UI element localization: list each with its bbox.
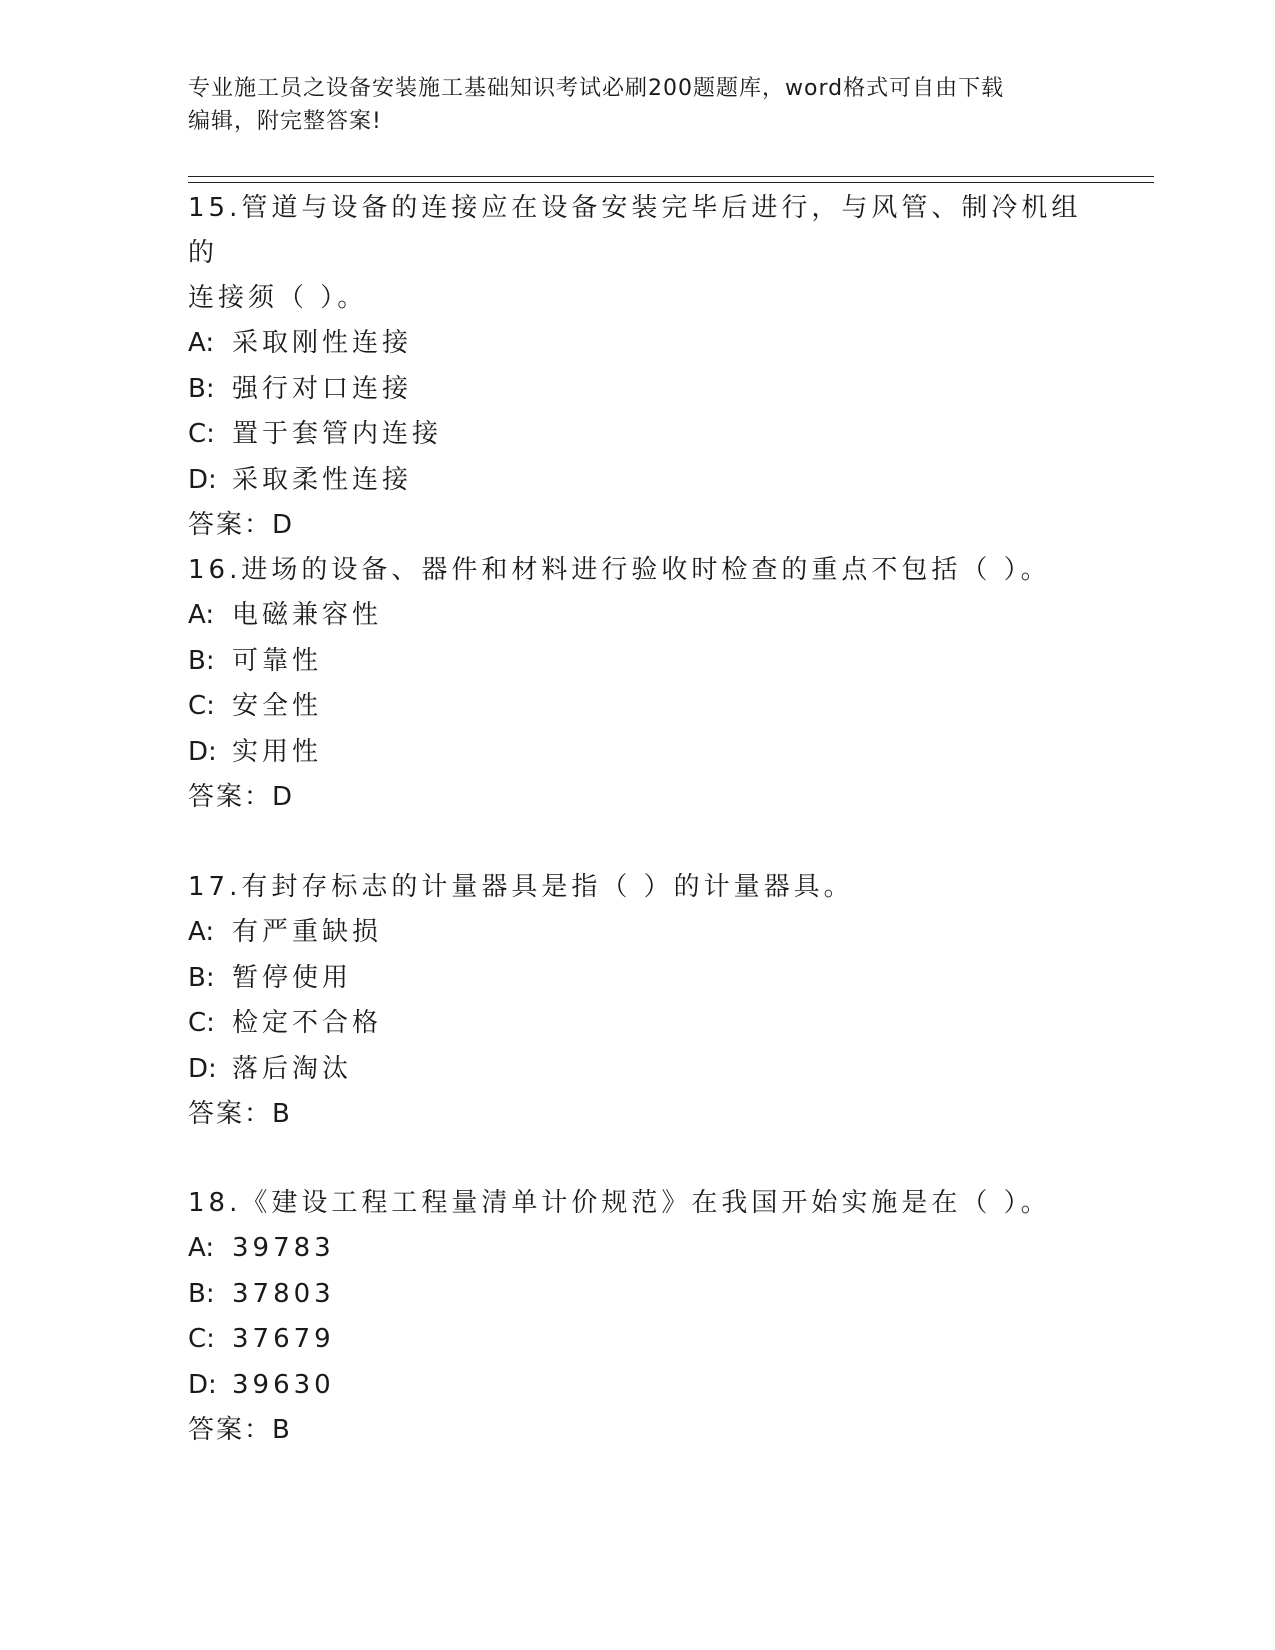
option-letter: A: [188, 917, 215, 947]
option-text: 置于套管内连接 [232, 419, 443, 449]
header-divider-bottom [188, 182, 1154, 183]
option-letter: D: [188, 464, 217, 495]
option-b [188, 639, 1088, 685]
option-b [188, 367, 1088, 413]
option-letter: A: [188, 600, 215, 630]
option-c [188, 684, 1088, 730]
option-c [188, 1317, 1088, 1363]
option-letter: D: [188, 1369, 217, 1400]
option-letter: B: [188, 373, 215, 404]
option-a [188, 593, 1088, 639]
option-d [188, 1047, 1088, 1093]
option-text: 37803 [232, 1278, 335, 1309]
option-text: 落后淘汰 [232, 1053, 353, 1084]
option-letter: C: [188, 419, 215, 449]
question-text-line-1: 17.有封存标志的计量器具是指（ ）的计量器具。 [188, 872, 854, 902]
option-letter: D: [188, 1053, 217, 1084]
option-text: 可靠性 [232, 645, 323, 676]
option-text: 有严重缺损 [232, 917, 383, 947]
option-d [188, 1363, 1088, 1409]
option-d [188, 458, 1088, 504]
option-a [188, 321, 1088, 367]
option-d [188, 730, 1088, 776]
question-15 [188, 186, 1088, 549]
question-16 [188, 548, 1088, 821]
option-text: 暂停使用 [232, 962, 353, 993]
answer-line: 答案：D [188, 782, 295, 812]
header-line-1: 专业施工员之设备安装施工基础知识考试必刷200题题库，word格式可自由下载 [188, 76, 1005, 101]
header-line-2: 编辑，附完整答案! [188, 109, 382, 134]
option-text: 实用性 [232, 736, 323, 767]
option-c [188, 1001, 1088, 1047]
option-text: 39783 [232, 1233, 335, 1263]
option-text: 安全性 [232, 691, 323, 721]
option-c [188, 412, 1088, 458]
option-letter: B: [188, 1278, 215, 1309]
question-text-line-1: 15.管道与设备的连接应在设备安装完毕后进行，与风管、制冷机组的 [188, 193, 1082, 268]
option-letter: C: [188, 1008, 215, 1038]
option-letter: A: [188, 328, 215, 358]
question-17 [188, 865, 1088, 1138]
option-a [188, 1226, 1088, 1272]
question-text-line-1: 16.进场的设备、器件和材料进行验收时检查的重点不包括（ ）。 [188, 555, 1051, 585]
option-text: 电磁兼容性 [232, 600, 383, 630]
option-letter: D: [188, 736, 217, 767]
header-divider-top [188, 176, 1154, 177]
answer-line: 答案：B [188, 1099, 292, 1129]
answer-line: 答案：D [188, 510, 295, 540]
option-text: 强行对口连接 [232, 373, 413, 404]
option-letter: A: [188, 1233, 215, 1263]
option-letter: B: [188, 645, 215, 676]
option-text: 37679 [232, 1324, 335, 1354]
option-b [188, 1272, 1088, 1318]
option-letter: B: [188, 962, 215, 993]
option-text: 39630 [232, 1369, 335, 1400]
option-letter: C: [188, 1324, 215, 1354]
question-text-line-1: 18.《建设工程工程量清单计价规范》在我国开始实施是在（ ）。 [188, 1188, 1051, 1218]
answer-line: 答案：B [188, 1415, 292, 1445]
question-text-line-2: 连接须（ ）。 [188, 283, 368, 313]
option-text: 检定不合格 [232, 1008, 383, 1038]
question-18 [188, 1181, 1088, 1454]
document-header [188, 72, 1088, 138]
option-text: 采取柔性连接 [232, 464, 413, 495]
option-b [188, 956, 1088, 1002]
option-a [188, 910, 1088, 956]
option-letter: C: [188, 691, 215, 721]
option-text: 采取刚性连接 [232, 328, 413, 358]
